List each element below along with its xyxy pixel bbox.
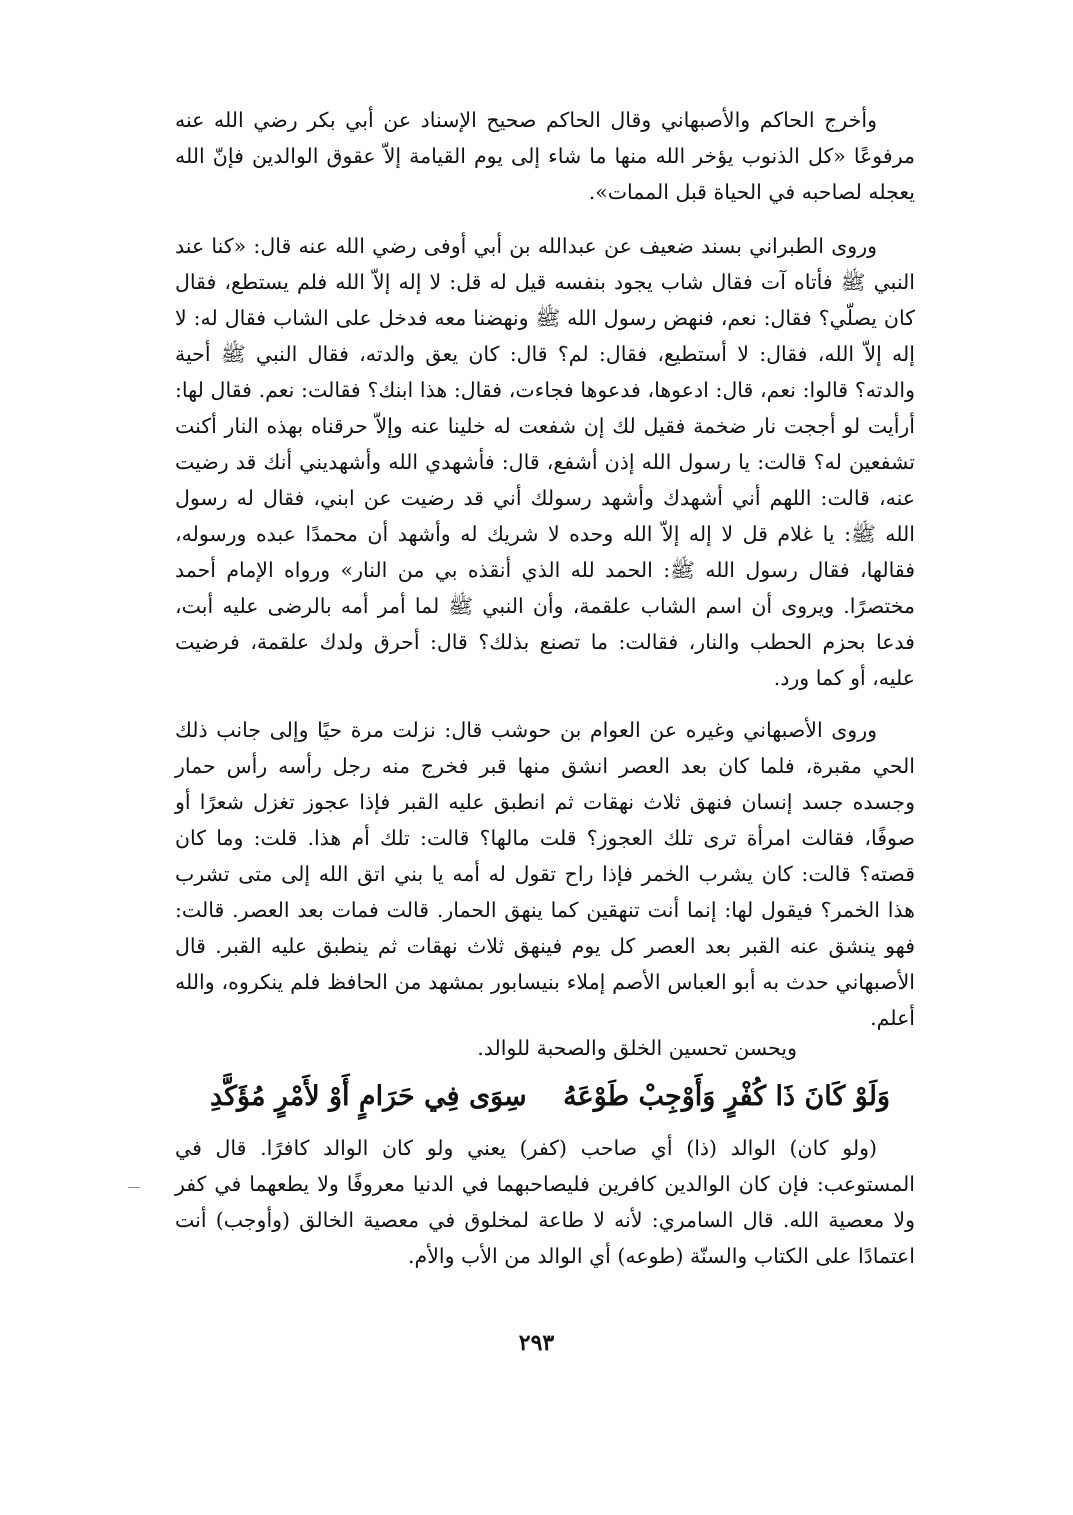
paragraph-verse-commentary xyxy=(175,1130,915,1274)
verse-intro-text: ويحسن تحسين الخلق والصحبة للوالد. xyxy=(477,1036,797,1060)
verse-intro-line xyxy=(175,1030,915,1066)
paragraph-tabarani-narration xyxy=(175,228,915,696)
scan-artifact-mark xyxy=(128,1187,140,1188)
paragraph-text: وأخرج الحاكم والأصبهاني وقال الحاكم صحيح الإسناد عن أبي بكر رضي الله عنه مرفوعًا «كل الذنوب يؤخر الله منها ما شاء إلى يوم القيامة إلاّ عقوق الوالدين فإنّ الله يعجله لصاحبه في الحياة قبل الممات». xyxy=(175,108,915,204)
paragraph-text: (ولو كان) الوالد (ذا) أي صاحب (كفر) يعني ولو كان الوالد كافرًا. قال في المستوعب: فإن كان الوالدين كافرين فليصاحبهما في الدنيا معروفًا ولا يطعهما في كفر ولا معصية الله. قال السامري: لأنه لا طاعة لمخلوق في معصية الخالق (وأوجب) أنت اعتمادًا على الكتاب والسنّة (طوعه) أي الوالد من الأب والأم. xyxy=(175,1136,915,1268)
poem-verse xyxy=(210,1072,890,1122)
paragraph-text: وروى الطبراني بسند ضعيف عن عبدالله بن أبي أوفى رضي الله عنه قال: «كنا عند النبي ﷺ فأتاه آت فقال شاب يجود بنفسه قيل له قل: لا إله إلاّ الله فلم يستطع، فقال كان يصلّي؟ فقال: نعم، فنهض رسول الله ﷺ ونهضنا معه فدخل على الشاب فقال له: لا إله إلاّ الله، فقال: لا أستطيع، فقال: لم؟ قال: كان يعق والدته، فقال النبي ﷺ أحية والدته؟ قالوا: نعم، قال: ادعوها، فدعوها فجاءت، فقال: هذا ابنك؟ فقالت: نعم. فقال لها: أرأيت لو أججت نار ضخمة فقيل لك إن شفعت له خلينا عنه وإلاّ حرقناه بهذه النار أكنت تشفعين له؟ قالت: يا رسول الله إذن أشفع، قال: فأشهدي الله وأشهديني أنك قد رضيت عنه، قالت: اللهم أني أشهدك وأشهد رسولك أني قد رضيت عن ابني، فقال له رسول الله ﷺ: يا غلام قل لا إله إلاّ الله وحده لا شريك له وأشهد أن محمدًا عبده ورسوله، فقالها، فقال رسول الله ﷺ: الحمد لله الذي أنقذه بي من النار» ورواه الإمام أحمد مختصرًا. ويروى أن اسم الشاب علقمة، وأن النبي ﷺ لما أمر أمه بالرضى عليه أبت، فدعا بحزم الحطب والنار، فقالت: ما تصنع بذلك؟ قال: أحرق ولدك علقمة، فرضيت عليه، أو كما ورد. xyxy=(175,234,915,690)
paragraph-text: وروى الأصبهاني وغيره عن العوام بن حوشب قال: نزلت مرة حيًا وإلى جانب ذلك الحي مقبرة، فلما كان بعد العصر انشق منها قبر فخرج منه رجل رأسه رأس حمار وجسده جسد إنسان فنهق ثلاث نهقات ثم انطبق عليه القبر فإذا عجوز تغزل شعرًا أو صوفًا، فقالت امرأة ترى تلك العجوز؟ قلت مالها؟ قالت: تلك أم هذا. قلت: وما كان قصته؟ قالت: كان يشرب الخمر فإذا راح تقول له أمه يا بني اتق الله إلى متى تشرب هذا الخمر؟ فيقول لها: إنما أنت تنهقين كما ينهق الحمار. قالت فمات بعد العصر. قالت: فهو ينشق عنه القبر بعد العصر كل يوم فينهق ثلاث نهقات ثم ينطبق عليه القبر. قال الأصبهاني حدث به أبو العباس الأصم إملاء بنيسابور بمشهد من الحافظ فلم ينكروه، والله أعلم. xyxy=(175,718,915,1030)
paragraph-asbahani-narration xyxy=(175,712,915,1036)
verse-second-hemistich: سِوَى فِي حَرَامٍ أَوْ لأَمْرٍ مُؤَكَّدِ xyxy=(210,1081,527,1112)
verse-first-hemistich: وَلَوْ كَانَ ذَا كُفْرٍ وَأَوْجِبْ طَوْعَهُ xyxy=(563,1081,890,1112)
paragraph-hakim-narration xyxy=(175,102,915,210)
page-number: ٢٩٣ xyxy=(518,1330,555,1356)
